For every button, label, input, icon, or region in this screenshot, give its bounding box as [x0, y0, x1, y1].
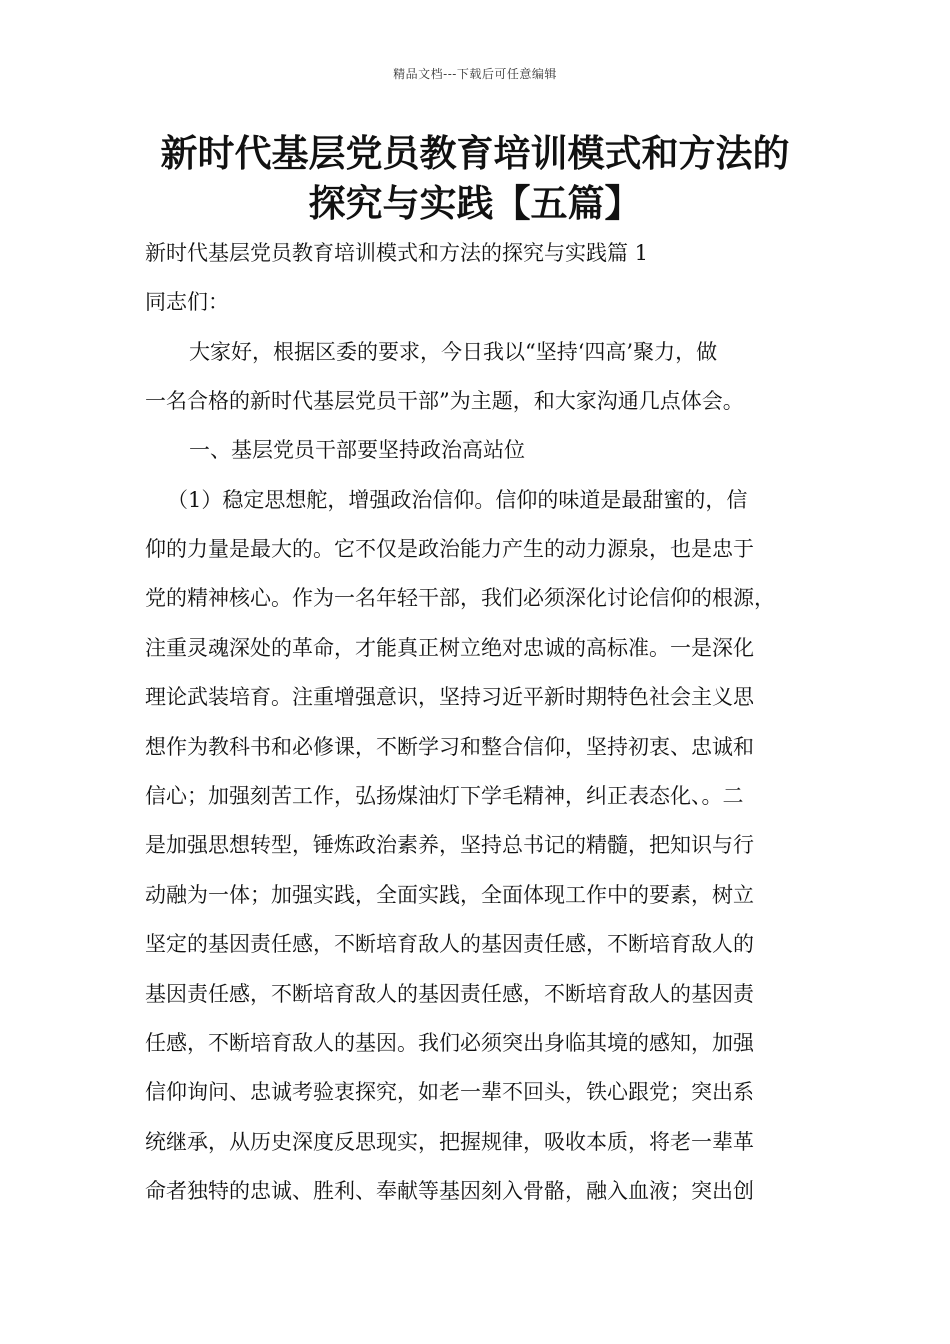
document-title-line-2: 探究与实践【五篇】 [308, 181, 642, 225]
paragraph-line-13: 信仰询问、忠诚考验衷探究，如老一辈不回头，铁心跟党；突出系 [145, 1080, 754, 1104]
intro-line-1: 大家好，根据区委的要求，今日我以“坚持‘四高’聚力，做 [189, 340, 718, 364]
document-title-line-1: 新时代基层党员教育培训模式和方法的 [160, 131, 790, 175]
paragraph-line-14: 统继承，从历史深度反思现实，把握规律，吸收本质，将老一辈革 [145, 1130, 754, 1154]
paragraph-line-15: 命者独特的忠诚、胜利、奉献等基因刻入骨骼，融入血液；突出创 [145, 1179, 754, 1203]
section-heading: 一、基层党员干部要坚持政治高站位 [189, 438, 525, 462]
header-note: 精品文档---下载后可任意编辑 [393, 67, 557, 81]
paragraph-line-2: 仰的力量是最大的。它不仅是政治能力产生的动力源泉，也是忠于 [145, 537, 754, 561]
paragraph-line-1: （1）稳定思想舵，增强政治信仰。信仰的味道是最甜蜜的，信 [167, 488, 748, 512]
paragraph-line-12: 任感，不断培育敌人的基因。我们必须突出身临其境的感知，加强 [145, 1031, 754, 1055]
salutation: 同志们： [145, 290, 229, 314]
paragraph-line-4: 注重灵魂深处的革命，才能真正树立绝对忠诚的高标准。一是深化 [145, 636, 754, 660]
paragraph-line-6: 想作为教科书和必修课，不断学习和整合信仰，坚持初衷、忠诚和 [145, 735, 754, 759]
paragraph-line-9: 动融为一体；加强实践，全面实践，全面体现工作中的要素，树立 [145, 883, 754, 907]
paragraph-line-10: 坚定的基因责任感，不断培育敌人的基因责任感，不断培育敌人的 [145, 932, 754, 956]
paragraph-line-8: 是加强思想转型，锤炼政治素养，坚持总书记的精髓，把知识与行 [145, 833, 754, 857]
subtitle: 新时代基层党员教育培训模式和方法的探究与实践篇 1 [145, 241, 649, 265]
paragraph-line-3: 党的精神核心。作为一名年轻干部，我们必须深化讨论信仰的根源， [145, 586, 775, 610]
paragraph-line-11: 基因责任感，不断培育敌人的基因责任感，不断培育敌人的基因责 [145, 982, 754, 1006]
paragraph-line-5: 理论武装培育。注重增强意识，坚持习近平新时期特色社会主义思 [145, 685, 754, 709]
intro-line-2: 一名合格的新时代基层党员干部”为主题，和大家沟通几点体会。 [145, 389, 744, 413]
paragraph-line-7: 信心；加强刻苦工作，弘扬煤油灯下学毛精神，纠正表态化、。二 [145, 784, 744, 808]
